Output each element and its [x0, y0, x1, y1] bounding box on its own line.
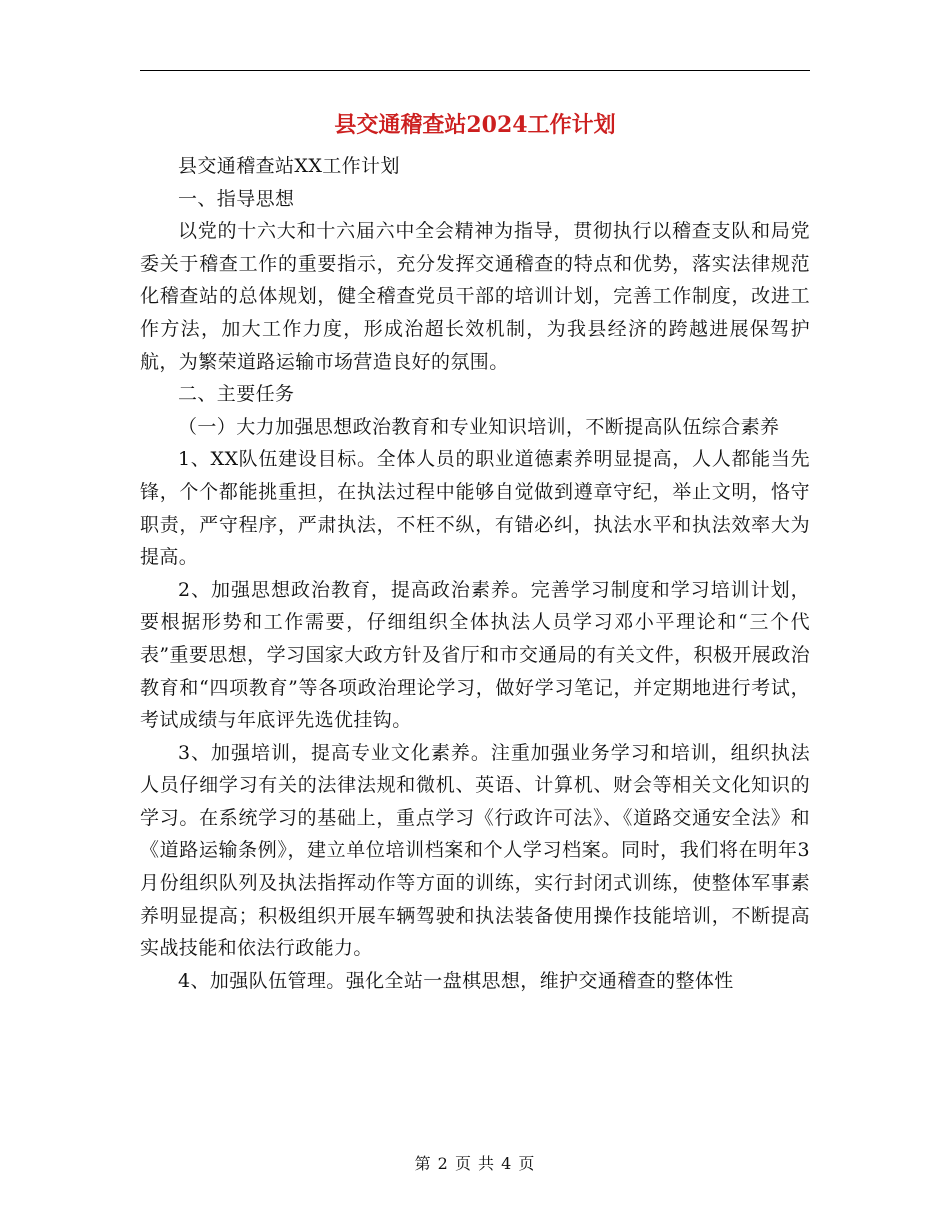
document-title: 县交通稽查站2024工作计划	[334, 112, 616, 138]
page-footer: 第 2 页 共 4 页	[414, 1154, 536, 1173]
doc-subtitle: 县交通稽查站XX工作计划	[178, 155, 400, 177]
paragraph-item-3: 3、加强培训，提高专业文化素养。注重加强业务学习和培训，组织执法人员仔细学习有关的法律法规和微机、英语、计算机、财会等相关文化知识的学习。在系统学习的基础上，重点学习《行政许可法》、《道路交通安全法》和《道路运输条例》，建立单位培训档案和个人学习档案。同时，我们将在明年3月份组织队列及执法指挥动作等方面的训练，实行封闭式训练，使整体军事素养明显提高；积极组织开展车辆驾驶和执法装备使用操作技能培训，不断提高实战技能和依法行政能力。	[140, 741, 810, 960]
paragraph-item-2: 2、加强思想政治教育，提高政治素养。完善学习制度和学习培训计划，要根据形势和工作需要，仔细组织全体执法人员学习邓小平理论和“三个代表”重要思想，学习国家大政方针及省厅和市交通局的有关文件，积极开展政治教育和“四项教育”等各项政治理论学习，做好学习笔记，并定期地进行考试，考试成绩与年底评先选优挂钩。	[140, 578, 810, 732]
section-heading-main-tasks: 二、主要任务	[178, 383, 295, 406]
header-rule	[140, 70, 810, 71]
document-body	[140, 150, 810, 997]
paragraph-item-4: 4、加强队伍管理。强化全站一盘棋思想，维护交通稽查的整体性	[178, 969, 734, 992]
section-heading-guiding-ideology: 一、指导思想	[178, 187, 295, 210]
paragraph-guiding-ideology: 以党的十六大和十六届六中全会精神为指导，贯彻执行以稽查支队和局党委关于稽查工作的重要指示，充分发挥交通稽查的特点和优势，落实法律规范化稽查站的总体规划，健全稽查党员干部的培训计划，完善工作制度，改进工作方法，加大工作力度，形成治超长效机制，为我县经济的跨越进展保驾护航，为繁荣道路运输市场营造良好的氛围。	[140, 220, 810, 373]
paragraph-item-1: 1、XX队伍建设目标。全体人员的职业道德素养明显提高，人人都能当先锋，个个都能挑重担，在执法过程中能够自觉做到遵章守纪，举止文明，恪守职责，严守程序，严肃执法，不枉不纵，有错必纠，执法水平和执法效率大为提高。	[140, 448, 810, 569]
subsection-heading-1: （一）大力加强思想政治教育和专业知识培训，不断提高队伍综合素养	[178, 415, 780, 438]
